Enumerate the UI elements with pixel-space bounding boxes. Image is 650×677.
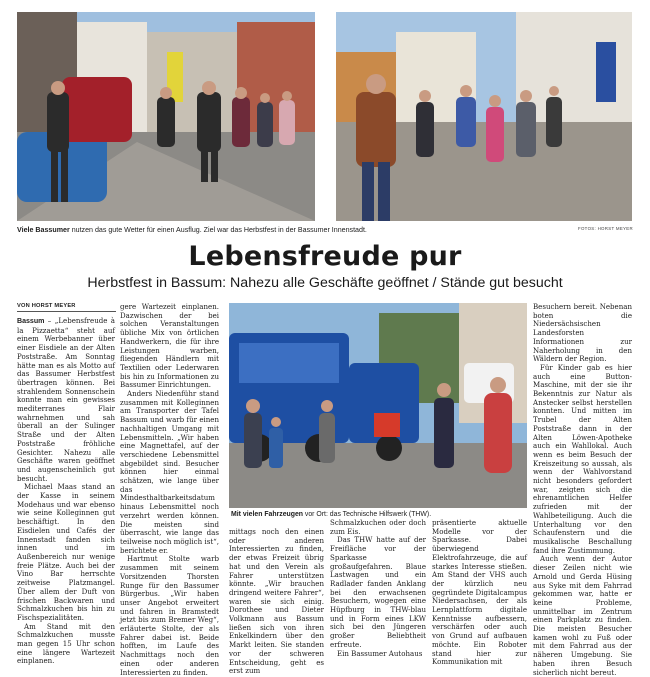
- subheadline: Herbstfest in Bassum: Nahezu alle Geschäfte geöffnet / Stände gut besucht: [87, 275, 563, 291]
- paragraph: Michael Maas stand an der Kasse in seinem Modehaus und war ebenso wie seine Kolleginnen gut beschäftigt. In den Eisdielen und Cafés der Innenstadt fanden sich innen und im Außenbereich nur wenige freie Plätze. Auch bei der Vino Bar herrschte zeitweise Platzmangel. Über allem der Duft von frischen Backwaren und Schmalzkuchen bis hin zu Fischspezialitäten.: [17, 482, 115, 622]
- byline: VON HORST MEYER: [17, 303, 76, 309]
- column-6: [533, 303, 632, 677]
- paragraph: Ein Bassumer Autohaus: [337, 648, 423, 658]
- paragraph: Auch wenn der Autor dieser Zeilen nicht wie Arnold und Gerda Hüsing aus Syke mit dem Fahrrad gekommen war, hatte er keine Probleme, unmittelbar im Zentrum einen Parkplatz zu finden. Die meisten Besucher kamen wohl zu Fuß oder mit dem Fahrrad aus der näheren Umgebung. Sie haben ihren Besuch sicherlich nicht bereut.: [533, 554, 632, 677]
- top-caption-lead: Viele Bassumer: [17, 226, 70, 234]
- column-4: [330, 519, 426, 658]
- column-3: [229, 528, 324, 676]
- paragraph: Anders Niedenführ stand zusammen mit Kolleginnen am Transporter der Tafel Bassum und warb für einen nachhaltigen Umgang mit Lebensmitteln. „Wir haben eine Magnettafel, auf der verschiedene Lebensmittel abgebildet sind. Besucher können hier einmal schätzen, wie lange über das Mindesthaltbarkeitsdatum hinaus Lebensmittel noch verzehrt werden können. Die meisten sind überrascht, wie lange das teilweise noch möglich ist“, berichtete er.: [120, 389, 219, 555]
- top-photo-caption: [17, 224, 632, 236]
- paragraph: Am Stand mit den Schmalzkuchen musste man gegen 15 Uhr schon eine längere Wartezeit einplanen.: [17, 621, 115, 666]
- paragraph: Besuchern bereit. Nebenan boten die Niedersächsischen Landesforsten Informationen zur Naherholung in den Wäldern der Region.: [533, 302, 632, 364]
- thw-vehicles-photo: [229, 303, 527, 508]
- middle-caption-lead: Mit vielen Fahrzeugen: [231, 511, 303, 518]
- paragraph: präsentierte aktuelle Modelle vor der Sparkasse. Dabei überwiegend Elektrofahrzeuge, die auf starkes Interesse stießen. Am Stand der VHS auch der kürzlich neu gegründete Digitalcampus Niedersachsen, der als Lernplattform digitale Kenntnisse aufbessern, verschärfen oder auch von Grund auf aufbauen möchte. Ein Roboter stand hier zur Kommunikation mit: [432, 518, 528, 667]
- top-caption-text: nutzen das gute Wetter für einen Ausflug. Ziel war das Herbstfest in der Bassumer Innenstadt.: [69, 226, 367, 234]
- paragraph-text: – „Lebensfreude à la Pizzaetta“ steht auf einem Werbebanner über einer Eisdiele an der Alten Poststraße. Am Sonntag hätte man es als Motto auf das Bassumer Herbstfest übertragen können. Bei strahlendem Sonnenschein konnte man ein gewisses mediterranes Flair wahrnehmen und sah überall an der Sulinger Straße und der Alten Poststraße fröhliche Gesichter. Nahezu alle Geschäfte waren geöffnet und augenscheinlich gut besucht.: [17, 316, 115, 483]
- paragraph: [17, 317, 115, 483]
- dateline: Bassum: [17, 318, 45, 325]
- column-5: [432, 519, 527, 667]
- paragraph: mittags noch den einen oder anderen Interessierten zu finden, der etwas Freizeit übrig hat und den Verein als Fahrer unterstützen könnte. „Wir brauchen dringend weitere Fahrer“, waren sie sich einig. Dorothee und Dieter Volkmann aus Bassum ließen sich von ihren Enkelkindern über den Markt leiten. Sie standen vor der schweren Entscheidung, geht es erst zum: [229, 527, 324, 676]
- paragraph: Das THW hatte auf der Freifläche vor der Sparkasse großaufgefahren. Blaue Lastwagen und ein Radlader fanden Anklang bei den erwachsenen Besuchern, wogegen eine Hüpfburg in THW-blau und in Form eines LKW sich bei den Jüngeren großer Beliebtheit erfreute.: [330, 535, 426, 649]
- photo-credit: FOTOS: HORST MEYER: [577, 226, 633, 231]
- paragraph: Für Kinder gab es hier auch eine Button-Maschine, mit der sie ihr Bekenntnis zur Natur als Anstecker selbst herstellen konnten. Und mitten im Trubel der Alten Poststraße dann in der Alten Löwen-Apotheke auch ein Wahllokal. Auch wenn es beim Besuch der Kreiszeitung so aussah, als wenn der Wahlvorstand nicht besonders gefordert war, zeigten sich die ehrenamtlichen Helfer zufrieden mit der Wahlbeteiligung. Auch die Unterhaltung vor den Schaufenstern und die musikalische Beschallung fand ihre Zustimmung.: [533, 362, 632, 555]
- column-2: [120, 303, 219, 677]
- paragraph: Hartmut Stolte warb zusammen mit seinem Vorsitzenden Thorsten Runge für den Bassumer Bürgerbus. „Wir haben unser Angebot erweitert und fahren in Bramstedt jetzt bis zum Bremer Weg“, erläuterte Stolte, der als Fahrer dabei ist. Beide hofften, im Laufe des Nachmittags noch den einen oder anderen Interessierten zu finden.: [120, 554, 219, 677]
- street-photo-right: [336, 12, 632, 221]
- street-photo-left: [17, 12, 315, 221]
- paragraph: gere Wartezeit einplanen. Dazwischen der bei solchen Veranstaltungen übliche Mix von örtlichen Handwerkern, die für ihre Leistungen warben, fliegenden Händlern mit Textilien oder Lederwaren bis hin zu Informationen zu Bassumer Einrichtungen.: [120, 302, 219, 390]
- middle-caption-text: vor Ort: das Technische Hilfswerk (THW).: [302, 511, 432, 518]
- byline-divider: [17, 311, 116, 312]
- paragraph: Schmalzkuchen oder doch zum Eis.: [330, 518, 426, 536]
- headline: Lebensfreude pur: [188, 241, 462, 272]
- column-1: [17, 317, 115, 666]
